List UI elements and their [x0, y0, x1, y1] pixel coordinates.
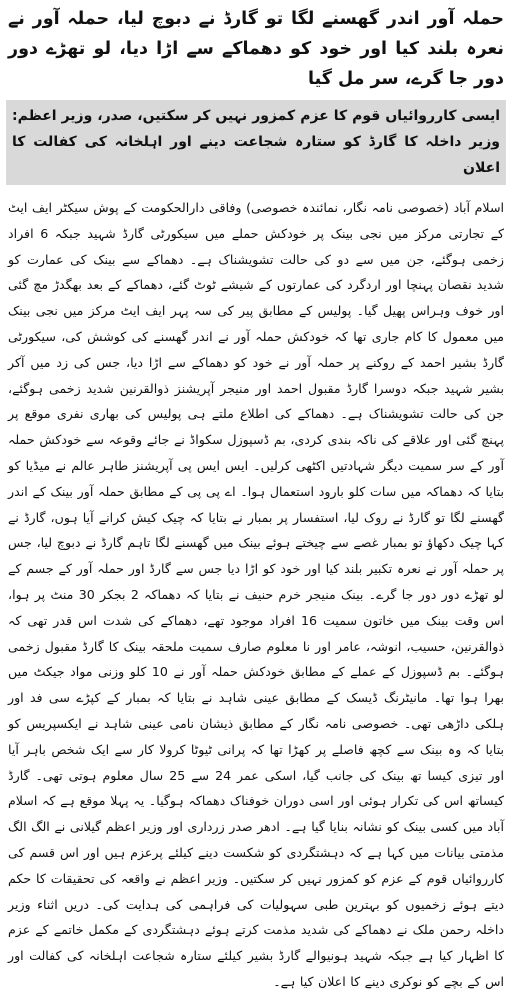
article-body: اسلام آباد (خصوصی نامہ نگار، نمائندہ خصوصی) وفاقی دارالحکومت کے پوش سیکٹر ایف ایٹ کے تجارتی مرکز میں نجی بینک پر خودکش حملے میں سیکورٹی گارڈ شہید جبکہ 6 افراد زخمی ہوگئے، جن میں سے دو کی حالت تشویشناک ہے۔ دھماکے سے بینک کی عمارت کو شدید نقصان پہنچا اور اردگرد کی عمارتوں کے شیشے ٹوٹ گئے، دھماکے کے بعد بھگدڑ مچ گئی اور خوف وہراس پھیل گیا۔ پولیس کے مطابق پیر کی سہ پہر ایف ایٹ مرکز میں نجی بینک میں معمول کا کام جاری تھا کہ خودکش حملہ آور نے اندر گھسنے کی کوشش کی، سیکورٹی گارڈ بشیر احمد کے روکنے پر حملہ آور نے خود کو دھماکے سے اڑا دیا، جس کی زد میں آکر بشیر شہید جبکہ دوسرا گارڈ مقبول احمد اور منیجر آپریشنز ذوالقرنین شدید زخمی ہوگئے، جن کی حالت تشویشناک ہے۔ دھماکے کی اطلاع ملتے ہی پولیس کی بھاری نفری موقع پر پہنچ گئی اور علاقے کی ناکہ بندی کردی، بم ڈسپوزل سکواڈ نے جائے وقوعہ سے خودکش حملہ آور کے سر سمیت دیگر شہادتیں اکٹھی کرلیں۔ ایس ایس پی آپریشنز طاہر عالم نے میڈیا کو بتایا کہ دھماکہ میں سات کلو بارود استعمال ہوا۔ اے پی پی کے مطابق حملہ آور بینک کے اندر گھسنے لگا تو گارڈ نے روک لیا، استفسار پر بمبار نے بتایا کہ چیک کیش کرانے آیا ہوں، گارڈ نے کہا چیک دکھاؤ تو بمبار غصے سے چیختے ہوئے بینک میں گھسنے لگا تاہم گارڈ نے دبوچ لیا، جس پر حملہ آور نے نعرہ تکبیر بلند کیا اور خود کو اڑا دیا جس سے گارڈ اور حملہ آور کے جسم کے لو تھڑے دور دور جا گرے۔ بینک منیجر خرم حنیف نے بتایا کہ دھماکہ 2 بجکر 30 منٹ پر ہوا، اس وقت بینک میں خاتون سمیت 16 افراد موجود تھے، دھماکے کی شدت اس قدر تھی کہ ذوالقرنین، حسیب، انوشہ، عامر اور نا معلوم صارف سمیت ملحقہ بینک کا گارڈ مقبول زخمی ہوگئے۔ بم ڈسپوزل کے عملے کے مطابق خودکش حملہ آور نے 10 کلو وزنی مواد جیکٹ میں بھرا ہوا تھا۔ مانیٹرنگ ڈیسک کے مطابق عینی شاہد نے بتایا کہ بمبار کے کپڑے سی فد اور ہلکی داڑھی تھی۔ خصوصی نامہ نگار کے مطابق ذیشان نامی عینی شاہد نے ایکسپریس کو بتایا کہ وہ بینک سے کچھ فاصلے پر کھڑا تھا کہ پرانی ٹیوٹا کرولا کار سے ایک شخص باہر آیا اور تیزی کیسا تھ بینک کی جانب گیا، اسکی عمر 24 سے 25 سال معلوم ہوتی تھی۔ گارڈ کیساتھ اس کی تکرار ہوئی اور اسی دوران خوفناک دھماکہ ہوگیا۔ یہ پہلا موقع ہے کہ اسلام آباد میں کسی بینک کو نشانہ بنایا گیا ہے۔ ادھر صدر زرداری اور وزیر اعظم گیلانی نے الگ الگ مذمتی بیانات میں کہا ہے کہ دہشتگردی کو شکست دینے کیلئے پرعزم ہیں اور اس قسم کی کارروائیاں قوم کے عزم کو کمزور نہیں کر سکتیں۔ وزیر اعظم نے واقعہ کی تحقیقات کا حکم دیتے ہوئے زخمیوں کو بہترین طبی سہولیات کی فراہمی کی ہدایت کی۔ دریں اثناء وزیر داخلہ رحمن ملک نے دھماکے کی شدید مذمت کرتے ہوئے دہشتگردی کے مکمل خاتمے کے عزم کا اظہار کیا ہے جبکہ شہید ہونیوالے گارڈ بشیر کیلئے ستارہ شجاعت اہلخانہ کی کفالت اور اس کے بچے کو نوکری دینے کا اعلان کیا ہے۔	[8, 200, 505, 989]
news-article	[6, 4, 506, 989]
article-headline: حملہ آور اندر گھسنے لگا تو گارڈ نے دبوچ لیا، حملہ آور نے نعرہ بلند کیا اور خود کو دھماکے سے اڑا دیا، لو تھڑے دور دور جا گرے، سر مل گیا	[8, 9, 504, 89]
article-subheadline: ایسی کارروائیاں قوم کا عزم کمزور نہیں کر سکتیں، صدر، وزیر اعظم: وزیر داخلہ کا گارڈ کو ستارہ شجاعت دینے اور اہلخانہ کی کفالت کا اعلان	[6, 100, 506, 185]
